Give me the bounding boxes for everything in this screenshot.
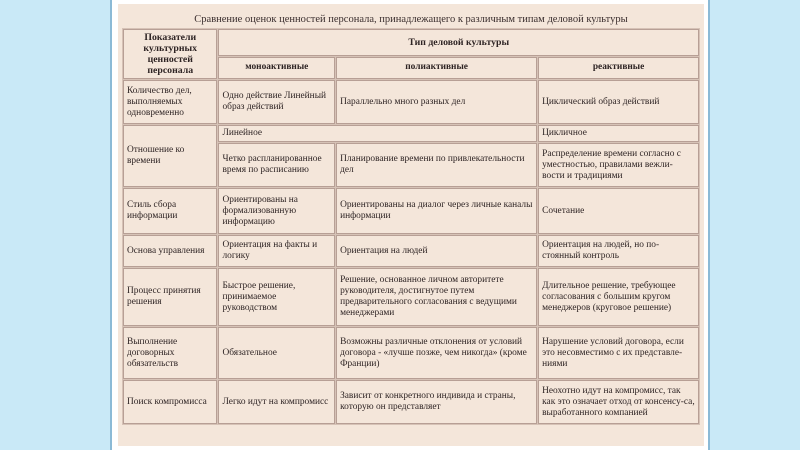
header-reactive: реактивные	[538, 57, 699, 79]
cell-react: Длительное решение, требующее согласования с большим кругом менеджеров (круговое решение)	[538, 268, 699, 326]
cell-react: Сочетание	[538, 188, 699, 234]
table-row	[123, 235, 699, 267]
slide	[110, 0, 710, 450]
table-row	[123, 327, 699, 379]
cell-react: Цикличное	[538, 125, 699, 142]
cell-react: Ориентация на людей, но по-стоянный контроль	[538, 235, 699, 267]
cell-mono: Четко распланированное время по расписанию	[218, 143, 335, 187]
row-label: Процесс принятия решения	[123, 268, 217, 326]
cell-poly: Возможны различные отклонения от условий договора - «лучше позже, чем никогда» (кроме Франции)	[336, 327, 537, 379]
cell-react: Распределение времени согласно с уместностью, правилами вежли-вости и традициями	[538, 143, 699, 187]
cell-react: Циклический образ действий	[538, 80, 699, 124]
row-label: Основа управления	[123, 235, 217, 267]
row-label: Количество дел, выполняемых одновременно	[123, 80, 217, 124]
cell-mono-poly-merged: Линейное	[218, 125, 537, 142]
cell-mono: Легко идут на компромисс	[218, 380, 335, 424]
header-polyactive: полиактивные	[336, 57, 537, 79]
row-label: Отношение ко времени	[123, 125, 217, 187]
cell-mono: Одно действие Линейный образ действий	[218, 80, 335, 124]
table-title: Сравнение оценок ценностей персонала, принадлежащего к различным типам деловой культуры	[194, 14, 628, 25]
table-row	[123, 380, 699, 424]
table-row	[123, 268, 699, 326]
cell-mono: Обязательное	[218, 327, 335, 379]
header-row-1	[123, 29, 699, 56]
row-label: Поиск компромисса	[123, 380, 217, 424]
cell-react: Неохотно идут на компромисс, так как это означает отход от консенсу-са, выработанного компанией	[538, 380, 699, 424]
row-label: Стиль сбора информации	[123, 188, 217, 234]
header-culture-type: Тип деловой культуры	[218, 29, 699, 56]
header-monoactive: моноактивные	[218, 57, 335, 79]
cell-mono: Быстрое решение, принимаемое руководством	[218, 268, 335, 326]
cell-mono: Ориентация на факты и логику	[218, 235, 335, 267]
table-row	[123, 188, 699, 234]
header-indicator: Показатели культурных ценностей персонала	[123, 29, 217, 79]
row-label: Выполнение договорных обязательств	[123, 327, 217, 379]
cell-mono: Ориентированы на формализованную информацию	[218, 188, 335, 234]
cell-poly: Ориентированы на диалог через личные каналы информации	[336, 188, 537, 234]
comparison-table	[122, 28, 700, 425]
document-page	[118, 4, 704, 446]
cell-poly: Зависит от конкретного индивида и страны, которую он представляет	[336, 380, 537, 424]
cell-poly: Планирование времени по привлекательности дел	[336, 143, 537, 187]
cell-react: Нарушение условий договора, если это несовместимо с их представле-ниями	[538, 327, 699, 379]
cell-poly: Параллельно много разных дел	[336, 80, 537, 124]
cell-poly: Ориентация на людей	[336, 235, 537, 267]
cell-poly: Решение, основанное личном авторитете руководителя, достигнутое путем предварительного согласования с ведущими менеджерами	[336, 268, 537, 326]
table-row	[123, 80, 699, 124]
table-row	[123, 125, 699, 142]
